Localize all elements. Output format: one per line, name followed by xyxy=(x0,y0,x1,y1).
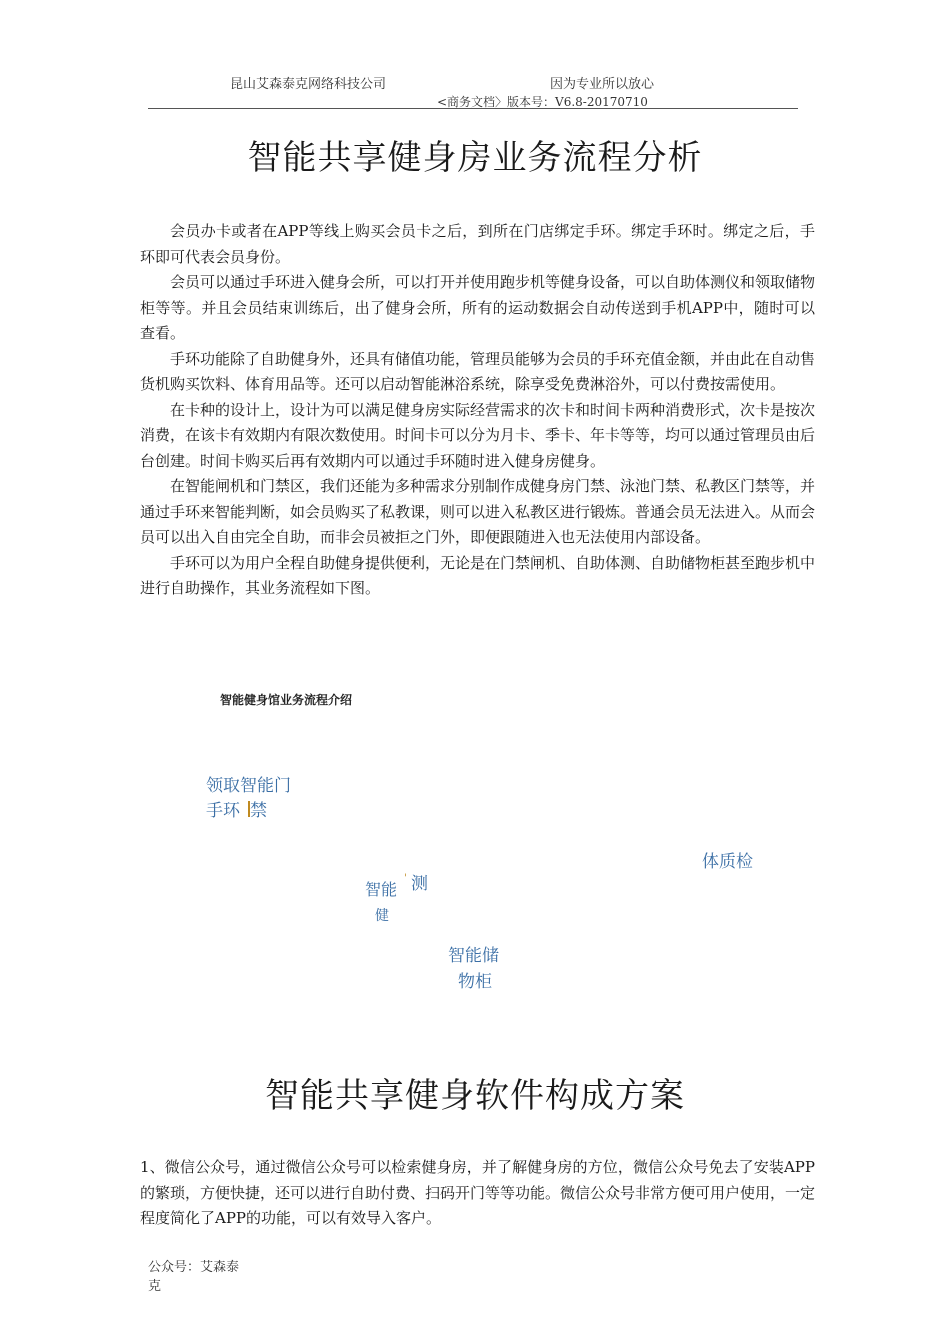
footer-line1: 公众号：艾森泰 xyxy=(148,1260,240,1275)
diagram-node-body-check: 体质检 xyxy=(702,852,753,872)
header-version: <商务文档〉版本号：V6.8-20170710 xyxy=(437,95,648,109)
paragraph-2: 会员可以通过手环进入健身会所，可以打开并使用跑步机等健身设备，可以自助体测仪和领取储物柜等等。并且会员结束训练后，出了健身会所，所有的运动数据会自动传送到手机APP中，随时可以查看。 xyxy=(140,273,816,342)
diagram-node-locker-line1: 智能储 xyxy=(448,946,499,966)
diagram-node-smart-fitness-line1: 智能 xyxy=(365,880,398,899)
footer-line2: 克 xyxy=(148,1279,162,1294)
software-paragraph-1: 1、微信公众号，通过微信公众号可以检索健身房，并了解健身房的方位，微信公众号免去了安装APP的繁琐，方便快捷，还可以进行自助付费、扫码开门等等功能。微信公众号非常方便可用户使用，一定程度简化了APP的功能，可以有效导入客户。 xyxy=(140,1158,816,1227)
paragraph-6: 手环可以为用户全程自助健身提供便利，无论是在门禁闸机、自助体测、自助储物柜甚至跑步机中进行自助操作，其业务流程如下图。 xyxy=(140,553,816,597)
section-title: 智能共享健身软件构成方案 xyxy=(265,1076,685,1116)
header-company: 昆山艾森泰克网络科技公司 xyxy=(230,77,387,92)
diagram-node-gate-line2 xyxy=(206,799,267,824)
diagram-node-gate-line1: 领取智能门 xyxy=(206,776,291,796)
paragraph-5: 在智能闸机和门禁区，我们还能为多种需求分别制作成健身房门禁、泳池门禁、私教区门禁等，并通过手环来智能判断，如会员购买了私教课，则可以进入私教区进行锻炼。普通会员无法进入。从而会员可以出入自由完全自助，而非会员被拒之门外，即便跟随进入也无法使用内部设备。 xyxy=(140,477,816,546)
software-section xyxy=(140,1155,815,1232)
paragraph-1: 会员办卡或者在APP等线上购买会员卡之后，到所在门店绑定手环。绑定手环时。绑定之后，手环即可代表会员身份。 xyxy=(140,222,815,266)
diagram-node-test: 测 xyxy=(411,874,428,894)
diagram-connector xyxy=(248,801,250,817)
diagram-node-smart-fitness-line2: 健 xyxy=(375,908,389,924)
header-slogan: 因为专业所以放心 xyxy=(550,77,655,92)
analysis-section xyxy=(140,219,815,602)
diagram-tick-mark: ' xyxy=(404,873,407,884)
page-title: 智能共享健身房业务流程分析 xyxy=(247,138,703,178)
paragraph-3: 手环功能除了自助健身外，还具有储值功能，管理员能够为会员的手环充值金额，并由此在自动售货机购买饮料、体育用品等。还可以启动智能淋浴系统，除享受免费淋浴外，可以付费按需使用。 xyxy=(140,349,816,393)
diagram-node-locker-line2: 物柜 xyxy=(458,972,492,992)
paragraph-4: 在卡种的设计上，设计为可以满足健身房实际经营需求的次卡和时间卡两种消费形式，次卡是按次消费，在该卡有效期内有限次数使用。时间卡可以分为月卡、季卡、年卡等等，均可以通过管理员由后台创建。时间卡购买后再有效期内可以通过手环随时进入健身房健身。 xyxy=(140,400,816,470)
diagram-title: 智能健身馆业务流程介绍 xyxy=(220,693,353,707)
diagram-node-wristband: 手环 xyxy=(206,801,240,821)
diagram-node-gate-end: 禁 xyxy=(250,801,267,821)
header-divider xyxy=(148,108,798,109)
